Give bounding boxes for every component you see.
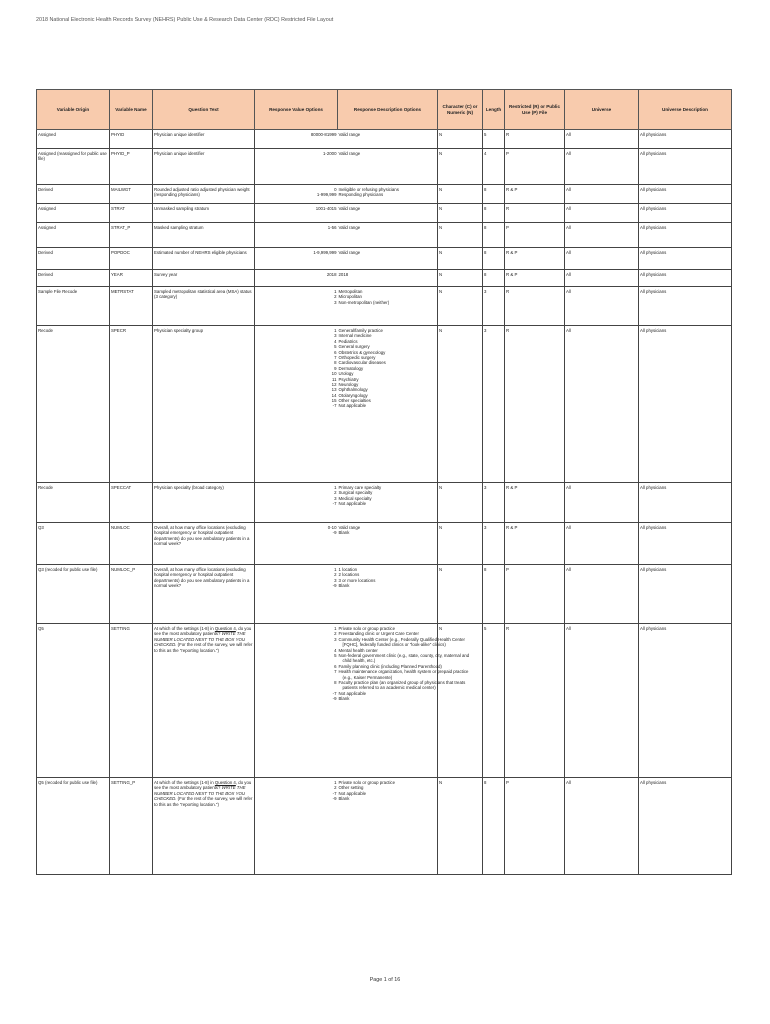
char-numeric-cell: N (438, 149, 483, 185)
response-value-cell (255, 185, 338, 204)
variable-name-cell: POPDOC (110, 248, 153, 270)
universe-cell: All (565, 130, 639, 149)
response-value: 15 (331, 398, 337, 404)
response-value-cell (255, 326, 338, 483)
universe-cell: All (565, 149, 639, 185)
response-description: Dermatology (338, 365, 364, 371)
file-layout-table (36, 89, 732, 875)
response-value-cell (255, 565, 338, 624)
variable-name-cell: YEAR (110, 270, 153, 287)
response-value-cell (255, 483, 338, 523)
response-description: General surgery (338, 344, 370, 350)
restricted-public-cell: R & P (505, 523, 565, 565)
header-question-text: Question Text (153, 90, 255, 130)
variable-origin-cell: Assigned (37, 223, 110, 248)
response-value: -7 (332, 790, 337, 796)
header-char-numeric: Character (C) or Numeric (N) (438, 90, 483, 130)
length-cell: 3 (483, 523, 505, 565)
universe-description-cell: All physicians (639, 624, 732, 778)
response-description: Health maintenance organization, health system or prepaid practice (338, 669, 469, 675)
response-value: -9 (332, 696, 337, 702)
response-value: 1-2000 (322, 151, 337, 156)
response-value: 4 (334, 647, 337, 653)
restricted-public-cell: R (505, 326, 565, 483)
universe-cell: All (565, 204, 639, 223)
header-variable-origin: Variable Origin (37, 90, 110, 130)
variable-name-cell: SETTING (110, 624, 153, 778)
universe-description-cell: All physicians (639, 778, 732, 875)
variable-origin-cell: Derived (37, 270, 110, 287)
response-value: 7 (334, 669, 337, 675)
char-numeric-cell: N (438, 565, 483, 624)
response-value: 0-10 (327, 525, 337, 530)
variable-origin-cell: Q3 (recoded for public use file) (37, 565, 110, 624)
response-value: 6 (334, 663, 337, 669)
universe-description-cell: All physicians (639, 565, 732, 624)
universe-description-cell: All physicians (639, 523, 732, 565)
response-description: Surgical specialty (338, 490, 373, 496)
response-description-cell (338, 287, 438, 326)
universe-description-cell: All physicians (639, 130, 732, 149)
variable-name-cell: METRSTAT (110, 287, 153, 326)
response-value: 12 (331, 381, 337, 387)
universe-cell: All (565, 326, 639, 483)
response-description: 1 location (338, 567, 358, 572)
response-value: 5 (334, 344, 337, 350)
length-cell: 5 (483, 130, 505, 149)
restricted-public-cell: R & P (505, 248, 565, 270)
response-description-cell (338, 523, 438, 565)
response-description-cell (338, 326, 438, 483)
header-restricted-public: Restricted (R) or Public Use (P) File (505, 90, 565, 130)
universe-description-cell: All physicians (639, 326, 732, 483)
char-numeric-cell: N (438, 185, 483, 204)
char-numeric-cell: N (438, 523, 483, 565)
response-value: 3 (334, 577, 337, 583)
variable-origin-cell: Assigned (37, 130, 110, 149)
universe-description-cell: All physicians (639, 185, 732, 204)
response-description: Private solo or group practice (338, 626, 395, 631)
length-cell: 8 (483, 778, 505, 875)
response-value: 1-9,999,999 (313, 250, 337, 255)
question-text-cell: Physician unique identifier (153, 149, 255, 185)
question-text-part: , do you see the most ambulatory patients? (154, 626, 252, 637)
response-description: Community Health Center (e.g., Federally Qualified Health Center (338, 636, 466, 642)
question-text-cell (153, 778, 255, 875)
length-cell: 3 (483, 326, 505, 483)
response-value: 2 (334, 572, 337, 578)
restricted-public-cell: R (505, 204, 565, 223)
response-value: 5 (334, 652, 337, 658)
restricted-public-cell: P (505, 565, 565, 624)
question-text-part: Question 4 (214, 780, 236, 785)
response-description: Obstetrics & gynecology (338, 349, 386, 355)
response-description: Other setting (338, 785, 364, 791)
response-description: 2018 (338, 272, 349, 277)
response-description: Valid range (338, 151, 361, 156)
variable-origin-cell: Derived (37, 248, 110, 270)
response-value: 8 (334, 360, 337, 366)
response-value-cell (255, 223, 338, 248)
page-footer: Page 1 of 16 (369, 977, 401, 983)
response-description-cell (338, 248, 438, 270)
universe-description-cell: All physicians (639, 483, 732, 523)
response-value: 2 (334, 785, 337, 791)
question-text-part: At which of the settings (1-8) in (154, 626, 215, 631)
char-numeric-cell: N (438, 624, 483, 778)
question-text-part: , do you see the most ambulatory patients? (154, 780, 252, 791)
response-description: Ineligible or refusing physicians (338, 187, 399, 192)
response-description-cell (338, 624, 470, 778)
response-description: Private solo or group practice (338, 780, 395, 785)
response-description: patients referred to an academic medical center) (342, 685, 436, 691)
response-description: (e.g., Kaiser Permanente) (342, 674, 393, 680)
length-cell: 8 (483, 185, 505, 204)
length-cell: 8 (483, 248, 505, 270)
table-row (37, 565, 732, 624)
question-text-cell: Survey year (153, 270, 255, 287)
response-value: 80000-81999 (310, 132, 337, 137)
header-universe-description: Universe Description (639, 90, 732, 130)
question-text-cell: Physician specialty (broad category) (153, 483, 255, 523)
response-value: 10 (331, 371, 337, 377)
question-text-part: At which of the settings (1-8) in (154, 780, 215, 785)
response-description: Valid range (338, 250, 361, 255)
variable-origin-cell: Assigned (37, 204, 110, 223)
char-numeric-cell: N (438, 483, 483, 523)
universe-description-cell: All physicians (639, 223, 732, 248)
response-description: Not applicable (338, 501, 367, 507)
table-row (37, 223, 732, 248)
response-value: 8 (334, 679, 337, 685)
header-response-description: Response Description Options (338, 90, 438, 130)
question-text-cell: Estimated number of NEHRS eligible physicians (153, 248, 255, 270)
response-value-cell (255, 204, 338, 223)
char-numeric-cell: N (438, 287, 483, 326)
response-description: Other specialties (338, 398, 371, 404)
response-value: 9 (334, 365, 337, 371)
response-value-cell (255, 778, 338, 875)
response-value-cell (255, 130, 338, 149)
response-description: Family planning clinic (including Planned Parenthood) (338, 663, 442, 669)
response-description: General/family practice (338, 328, 383, 333)
variable-origin-cell: Derived (37, 185, 110, 204)
response-description: Internal medicine (338, 333, 372, 339)
response-description: Psychiatry (338, 376, 359, 382)
variable-origin-cell: Q3 (37, 523, 110, 565)
response-value-cell (255, 248, 338, 270)
length-cell: 8 (483, 565, 505, 624)
response-value: -7 (332, 690, 337, 696)
header-universe: Universe (565, 90, 639, 130)
response-description-cell (338, 778, 438, 875)
question-text-part: WRITE THE NUMBER LOCATED NEXT TO THE BOX YOU CHECKED. (154, 631, 246, 648)
char-numeric-cell: N (438, 248, 483, 270)
response-value: 7 (334, 354, 337, 360)
table-row (37, 624, 732, 778)
question-text-cell: Masked sampling stratum (153, 223, 255, 248)
response-description: Otolaryngology (338, 392, 368, 398)
question-text-cell: Physician specialty group (153, 326, 255, 483)
response-value: 14 (331, 392, 337, 398)
table-row (37, 270, 732, 287)
length-cell: 8 (483, 223, 505, 248)
table-row (37, 248, 732, 270)
response-description-cell (338, 270, 438, 287)
restricted-public-cell: P (505, 778, 565, 875)
char-numeric-cell: N (438, 270, 483, 287)
response-description: Primary care specialty (338, 485, 382, 490)
length-cell: 3 (483, 483, 505, 523)
response-value: 3 (334, 636, 337, 642)
response-value: -7 (332, 501, 337, 507)
response-description: Non-metropolitan (neither) (338, 299, 390, 305)
response-value-cell (255, 287, 338, 326)
universe-cell: All (565, 523, 639, 565)
variable-name-cell: PHYID (110, 130, 153, 149)
table-body (37, 130, 732, 875)
response-description: Ophthalmology (338, 387, 368, 393)
response-value-cell (255, 523, 338, 565)
char-numeric-cell: N (438, 778, 483, 875)
response-description: 3 or more locations (338, 577, 376, 583)
page-header: 2018 National Electronic Health Records Survey (NEHRS) Public Use & Research Data Center (RDC) Restricted File Layout (36, 17, 334, 23)
response-value: -7 (332, 403, 337, 409)
universe-description-cell: All physicians (639, 149, 732, 185)
header-length: Length (483, 90, 505, 130)
response-value: 1 (334, 626, 337, 631)
response-value: 13 (331, 387, 337, 393)
response-description: [FQHC], federally funded clinics or "look-alike" clinics) (342, 642, 446, 648)
table-row (37, 185, 732, 204)
response-value: 0 (334, 187, 337, 192)
response-description: Valid range (338, 525, 361, 530)
response-value: 2 (334, 490, 337, 496)
response-value: 1 (334, 780, 337, 785)
response-description: Mental health center (338, 647, 378, 653)
response-value: 1-56 (327, 225, 337, 230)
length-cell: 4 (483, 149, 505, 185)
universe-cell: All (565, 624, 639, 778)
universe-cell: All (565, 287, 639, 326)
length-cell: 8 (483, 204, 505, 223)
universe-cell: All (565, 483, 639, 523)
table-row (37, 287, 732, 326)
response-description: Valid range (338, 132, 361, 137)
response-value: 2 (334, 294, 337, 300)
variable-name-cell: STRAT_P (110, 223, 153, 248)
restricted-public-cell: R & P (505, 185, 565, 204)
question-text-cell: Rounded adjusted ratio adjusted physician weight (responding physicians) (153, 185, 255, 204)
response-value: 2018 (326, 272, 337, 277)
response-description: Freestanding clinic or Urgent Care Center (338, 631, 419, 637)
response-description: Micropolitan (338, 294, 362, 300)
response-description: Blank (338, 583, 350, 589)
response-description: Valid range (338, 225, 361, 230)
response-description: Not applicable (338, 403, 367, 409)
response-value-cell (255, 149, 338, 185)
response-value: 3 (334, 333, 337, 339)
response-value: 1-999,999 (316, 192, 337, 198)
question-text-cell: Sampled metropolitan statistical area (MSA) status (3 category) (153, 287, 255, 326)
response-description: Blank (338, 796, 350, 802)
char-numeric-cell: N (438, 326, 483, 483)
response-value: 3 (334, 495, 337, 501)
variable-name-cell: SPECCAT (110, 483, 153, 523)
universe-cell: All (565, 778, 639, 875)
restricted-public-cell: R & P (505, 270, 565, 287)
universe-description-cell: All physicians (639, 287, 732, 326)
response-value: 1 (334, 567, 337, 572)
response-description: Blank (338, 530, 350, 536)
universe-cell: All (565, 248, 639, 270)
response-description: 2 locations (338, 572, 360, 578)
variable-name-cell: STRAT (110, 204, 153, 223)
variable-origin-cell: Recode (37, 326, 110, 483)
response-description-cell (338, 223, 438, 248)
char-numeric-cell: N (438, 130, 483, 149)
question-text-cell: Overall, at how many office locations (excluding hospital emergency or hospital outpatient departments) do you see ambulatory patients in a normal week? (153, 523, 255, 565)
length-cell: 8 (483, 270, 505, 287)
response-description-cell (338, 185, 438, 204)
question-text-part: (For the rest of the survey, we will refer to this as the "reporting location.") (154, 796, 253, 807)
table-row (37, 778, 732, 875)
header-response-value: Response Value Options (255, 90, 338, 130)
response-description: Valid range (338, 206, 361, 211)
variable-name-cell: MAILWGT (110, 185, 153, 204)
response-description: Metropolitan (338, 289, 363, 294)
question-text-part: WRITE THE NUMBER LOCATED NEXT TO THE BOX YOU CHECKED. (154, 785, 246, 802)
response-description-cell (338, 130, 438, 149)
variable-name-cell: NUMLOC_P (110, 565, 153, 624)
length-cell: 5 (483, 624, 505, 778)
question-text-part: (For the rest of the survey, we will refer to this as the "reporting location.") (154, 642, 253, 653)
response-value: 4 (334, 338, 337, 344)
response-description: Medical specialty (338, 495, 372, 501)
restricted-public-cell: R & P (505, 483, 565, 523)
restricted-public-cell: P (505, 223, 565, 248)
table-header-row (37, 90, 732, 130)
response-value: 6 (334, 349, 337, 355)
response-description-cell (338, 565, 438, 624)
restricted-public-cell: R (505, 130, 565, 149)
char-numeric-cell: N (438, 223, 483, 248)
response-value: 1 (334, 485, 337, 490)
header-variable-name: Variable Name (110, 90, 153, 130)
variable-origin-cell: Sample File Recode (37, 287, 110, 326)
char-numeric-cell: N (438, 204, 483, 223)
variable-name-cell: NUMLOC (110, 523, 153, 565)
response-description: Orthopedic surgery (338, 354, 376, 360)
universe-description-cell: All physicians (639, 270, 732, 287)
response-value: 1001-4015 (315, 206, 337, 211)
response-description: Neurology (338, 381, 359, 387)
response-description: child health, etc.) (342, 658, 376, 664)
universe-cell: All (565, 223, 639, 248)
table-row (37, 523, 732, 565)
response-value: 3 (334, 299, 337, 305)
universe-cell: All (565, 185, 639, 204)
response-description: Faculty practice plan (an organized group of physicians that treats (338, 679, 466, 685)
variable-name-cell: PHYID_P (110, 149, 153, 185)
variable-name-cell: SETTING_P (110, 778, 153, 875)
restricted-public-cell: R (505, 287, 565, 326)
response-description: Blank (338, 696, 350, 702)
response-description-cell (338, 483, 438, 523)
question-text-cell (153, 624, 255, 778)
variable-origin-cell: Assigned (reassigned for public use file) (37, 149, 110, 185)
universe-description-cell: All physicians (639, 248, 732, 270)
response-value: 1 (334, 328, 337, 333)
response-description-cell (338, 204, 438, 223)
response-description-cell (338, 149, 438, 185)
variable-origin-cell: Q5 (recoded for public use file) (37, 778, 110, 875)
response-description: Cardiovascular diseases (338, 360, 386, 366)
universe-description-cell: All physicians (639, 204, 732, 223)
response-description: Not applicable (338, 690, 367, 696)
response-value-cell (255, 270, 338, 287)
variable-origin-cell: Recode (37, 483, 110, 523)
response-description: Pediatrics (338, 338, 358, 344)
response-description: Responding physicians (338, 192, 384, 198)
question-text-cell: Overall, at how many office locations (excluding hospital emergency or hospital outpatient departments) do you see ambulatory patients in a normal week? (153, 565, 255, 624)
table-row (37, 326, 732, 483)
variable-name-cell: SPECR (110, 326, 153, 483)
response-description: Non-federal government clinic (e.g., state, county, city, maternal and (338, 652, 470, 658)
restricted-public-cell: R (505, 624, 565, 778)
universe-cell: All (565, 270, 639, 287)
response-value: 1 (334, 289, 337, 294)
question-text-part: Question 4 (214, 626, 236, 631)
response-value: 11 (331, 376, 337, 382)
response-value-cell (255, 624, 338, 778)
response-value: -9 (332, 530, 337, 536)
table-row (37, 130, 732, 149)
variable-origin-cell: Q5 (37, 624, 110, 778)
table-row (37, 483, 732, 523)
table-row (37, 149, 732, 185)
table-row (37, 204, 732, 223)
response-value: -9 (332, 796, 337, 802)
response-description: Urology (338, 371, 354, 377)
length-cell: 3 (483, 287, 505, 326)
response-description: Not applicable (338, 790, 367, 796)
response-value: 2 (334, 631, 337, 637)
response-value: -9 (332, 583, 337, 589)
question-text-cell: Physician unique identifier (153, 130, 255, 149)
universe-cell: All (565, 565, 639, 624)
question-text-cell: Unmasked sampling stratum (153, 204, 255, 223)
restricted-public-cell: P (505, 149, 565, 185)
